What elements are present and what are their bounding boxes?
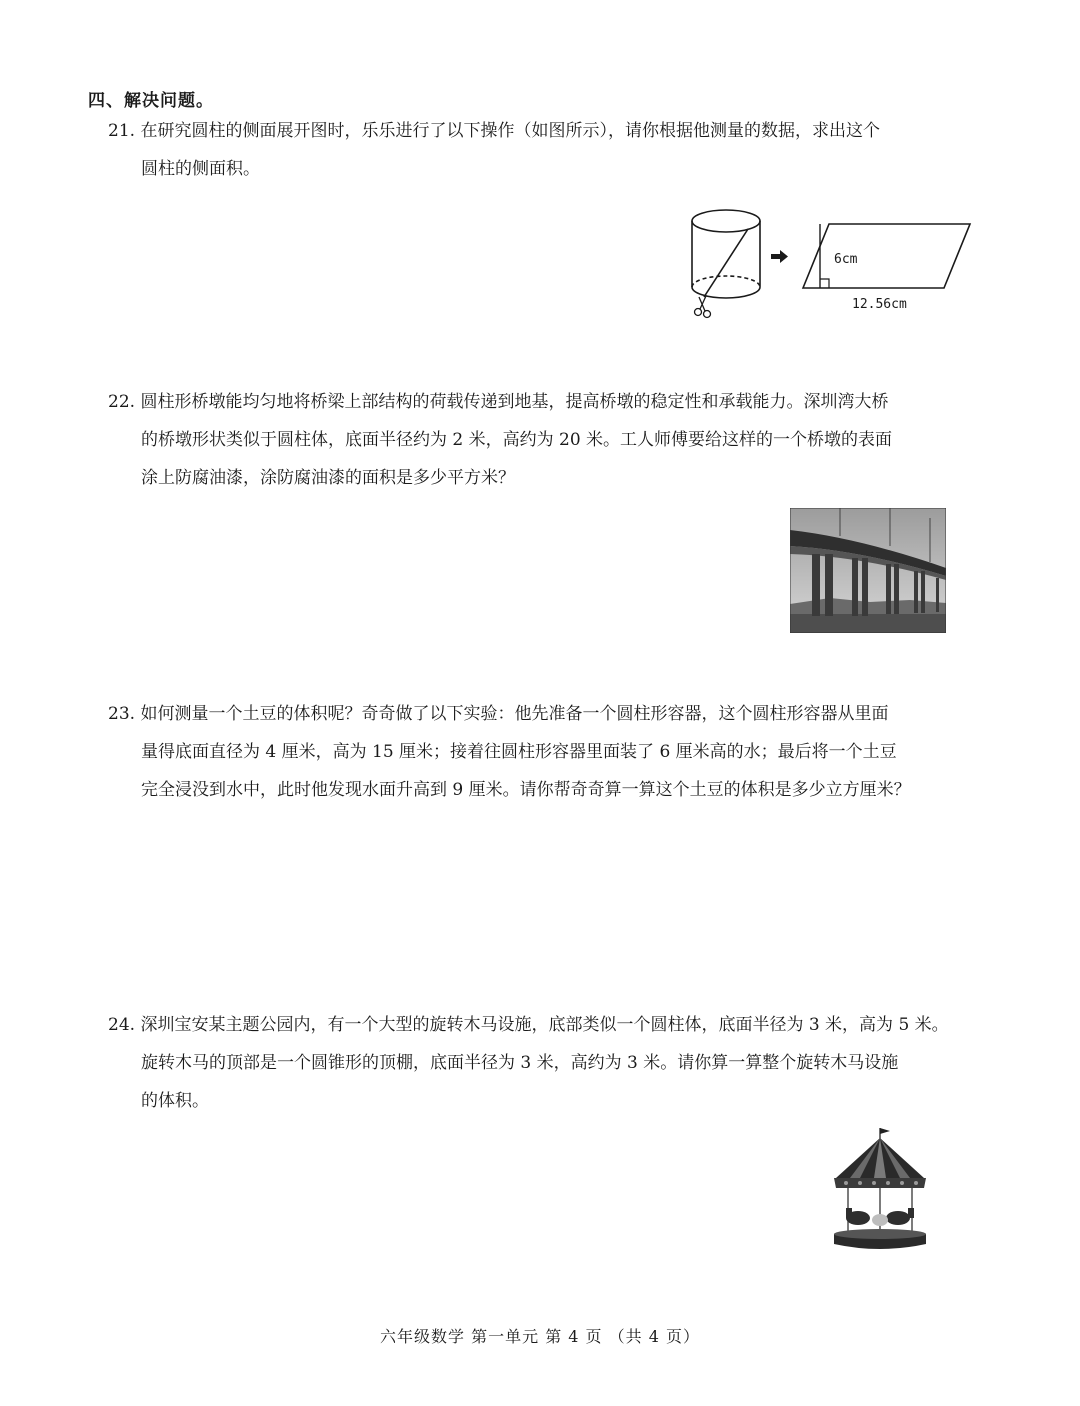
question-text-line: 完全浸没到水中，此时他发现水面升高到 9 厘米。请你帮奇奇算一算这个土豆的体积是多少立方厘米？: [141, 780, 911, 800]
bridge-photo: [790, 508, 946, 633]
right-angle-mark: [820, 279, 829, 288]
question-text-line: 涂上防腐油漆，涂防腐油漆的面积是多少平方米？: [141, 468, 515, 488]
question-24: [108, 1006, 988, 1120]
question-21: [108, 112, 988, 188]
question-text-line: 旋转木马的顶部是一个圆锥形的顶棚，底面半径为 3 米，高约为 3 米。请你算一算整个旋转木马设施: [141, 1053, 899, 1073]
section-title: 四、解决问题。: [88, 91, 214, 111]
cylinder-top: [692, 210, 760, 232]
question-22: [108, 383, 988, 497]
question-text-line: 24. 深圳宝安某主题公园内，有一个大型的旋转木马设施，底部类似一个圆柱体，底面半径为 3 米，高为 5 米。: [108, 1015, 949, 1035]
cut-line: [704, 229, 748, 297]
arrow-right-icon: [771, 250, 788, 263]
question-text-line: 的体积。: [141, 1091, 209, 1111]
question-text-line: 圆柱的侧面积。: [141, 159, 260, 179]
height-label: 6cm: [834, 252, 858, 267]
question-23: [108, 695, 988, 809]
page-footer: 六年级数学 第一单元 第 4 页 （共 4 页）: [380, 1327, 700, 1346]
parallelogram: [803, 224, 970, 288]
question-text-line: 21. 在研究圆柱的侧面展开图时，乐乐进行了以下操作（如图所示），请你根据他测量的数据，求出这个: [108, 121, 880, 141]
carousel-image: [828, 1126, 932, 1258]
cylinder-unfold-figure: [680, 200, 980, 330]
question-text-line: 22. 圆柱形桥墩能均匀地将桥梁上部结构的荷载传递到地基，提高桥墩的稳定性和承载能力。深圳湾大桥: [108, 392, 889, 412]
scissors-icon: [695, 296, 711, 318]
question-text-line: 的桥墩形状类似于圆柱体，底面半径约为 2 米，高约为 20 米。工人师傅要给这样的一个桥墩的表面: [141, 430, 893, 450]
question-text-line: 量得底面直径为 4 厘米，高为 15 厘米；接着往圆柱形容器里面装了 6 厘米高的水；最后将一个土豆: [141, 742, 897, 762]
question-text-line: 23. 如何测量一个土豆的体积呢？奇奇做了以下实验：他先准备一个圆柱形容器，这个圆柱形容器从里面: [108, 704, 889, 724]
base-label: 12.56cm: [852, 297, 907, 312]
